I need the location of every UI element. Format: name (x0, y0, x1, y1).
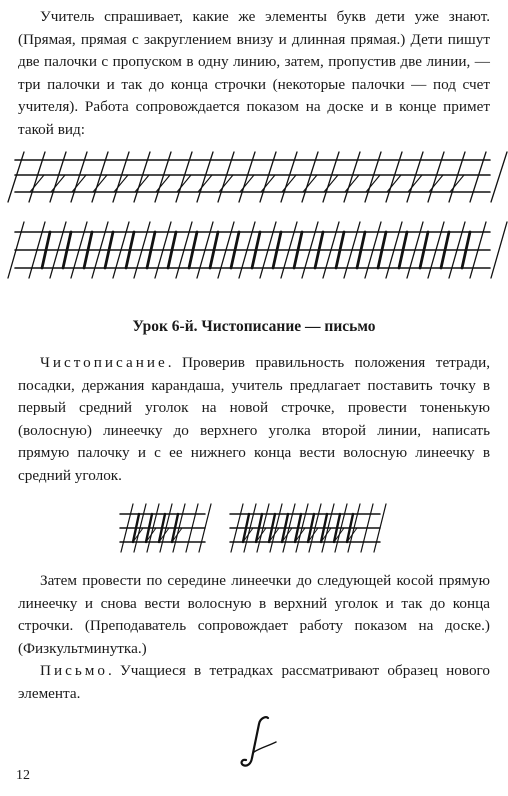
continuation-paragraph: Затем провести по середине линеечки до следующей косой прямую линеечку и снова вести волосную в верхний уголок и так до конца строчки. (Преподаватель сопровождает работу показом на доске.) (Физкультминутка.) (18, 572, 490, 657)
lesson-heading: Урок 6-й. Чистописание — письмо (132, 318, 376, 335)
penmanship-term: Чистописание (40, 354, 168, 371)
handwriting-grid-illustration (0, 150, 508, 300)
slant-line (491, 222, 507, 278)
writing-paragraph (18, 660, 490, 705)
cursive-letter-element (230, 712, 290, 772)
page-number: 12 (16, 768, 30, 783)
writing-text: . Учащиеся в тетрадках рассматривают образец нового элемента. (18, 662, 490, 702)
penmanship-paragraph (18, 352, 490, 487)
penmanship-text: . Проверив правильность положения тетради, посадки, держания карандаша, учитель предлагает поставить точку в первый средний уголок на новой строчке, провести тоненькую (волосную) линеечку до верхнего уголка второй линии, написать прямую палочку и с ее нижнего конца вести волосную линеечку в средний уголок. (18, 354, 490, 484)
writing-term: Письмо (40, 662, 108, 679)
slant-line (491, 152, 507, 202)
stroke-example-left (115, 500, 225, 560)
stroke-example-right (225, 500, 390, 560)
intro-paragraph: Учитель спрашивает, какие же элементы букв дети уже знают. (Прямая, прямая с закруглением внизу и длинная прямая.) Дети пишут две палочки с пропуском в одну линию, затем, пропустив две линии, — три палочки и так до конца строчки (некоторые палочки — под счет учителя). Работа сопровождается показом на доске и в конце примет такой вид: (18, 8, 490, 138)
